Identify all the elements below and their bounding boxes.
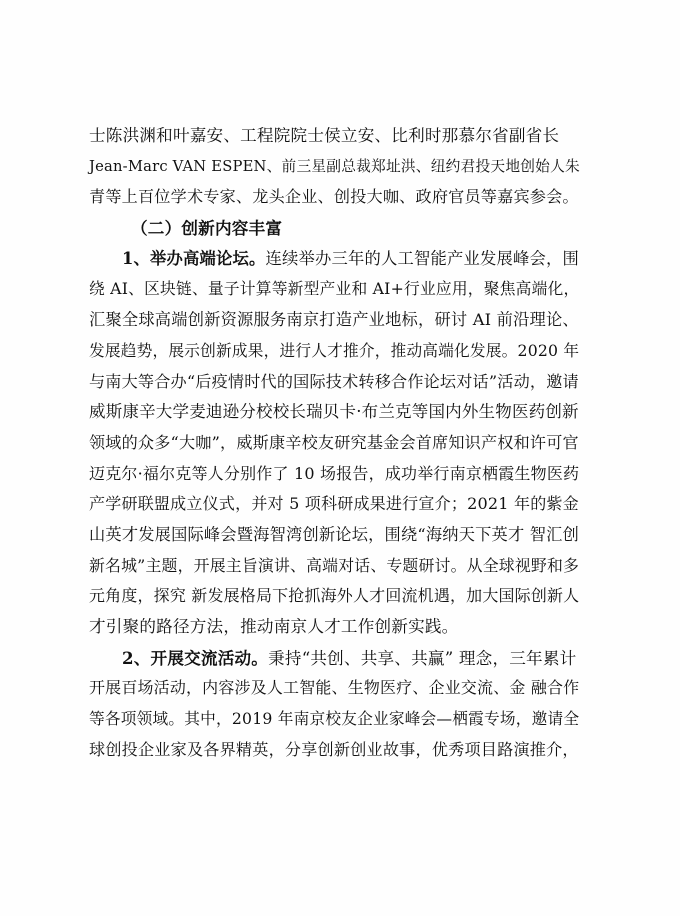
intro-line-3: 青等上百位学术专家、龙头企业、创投大咖、政府官员等嘉宾参会。 — [89, 187, 579, 207]
item1-first-line-text: 连续举办三年的人工智能产业发展峰会，围 — [265, 248, 579, 268]
item2-first-line — [89, 643, 579, 674]
item1-line: 领域的众多“大咖”，威斯康辛校友研究基金会首席知识产权和许可官 — [89, 432, 579, 452]
item1-line: 才引聚的路径方法，推动南京人才工作创新实践。 — [89, 617, 459, 636]
body-text — [89, 121, 579, 765]
item1-line: 发展趋势，展示创新成果，进行人才推介，推动高端化发展。2020 年 — [89, 340, 580, 360]
item1-line: 山英才发展国际峰会暨海智湾创新论坛，围绕“海纳天下英才 智汇创 — [89, 524, 579, 544]
item2-line: 等各项领域。其中，2019 年南京校友企业家峰会—栖霞专场，邀请全 — [89, 709, 580, 729]
section-heading: （二）创新内容丰富 — [131, 218, 283, 239]
intro-line-2: Jean-Marc VAN ESPEN、前三星副总裁郑址洪、纽约君投天地创始人朱 — [89, 157, 580, 175]
item1-line: 新名城”主题，开展主旨演讲、高端对话、专题研讨。从全球视野和多 — [89, 555, 580, 575]
item1-line: 与南大等合办“后疫情时代的国际技术转移合作论坛对话”活动，邀请 — [89, 371, 579, 391]
item1-line: 产学研联盟成立仪式，并对 5 项科研成果进行宣介；2021 年的紫金 — [89, 494, 579, 514]
item1-line: 威斯康辛大学麦迪逊分校校长瑞贝卡·布兰克等国内外生物医药创新 — [89, 402, 579, 422]
item2-first-line-text: 秉持“共创、共享、共赢” 理念，三年累计 — [268, 648, 577, 668]
item2-line: 开展百场活动，内容涉及人工智能、生物医疗、企业交流、金 融合作 — [89, 678, 580, 698]
item2-title: 2、开展交流活动。 — [122, 647, 269, 668]
item2-line: 球创投企业家及各界精英，分享创新创业故事，优秀项目路演推介， — [89, 739, 579, 759]
item1-line: 迈克尔·福尔克等人分别作了 10 场报告，成功举行南京栖霞生物医药 — [89, 463, 580, 483]
item1-line: 元角度，探究 新发展格局下抢抓海外人才回流机遇，加大国际创新人 — [89, 586, 580, 606]
item1-line: 绕 AI、区块链、量子计算等新型产业和 AI+行业应用，聚焦高端化， — [89, 279, 580, 299]
intro-line-1: 士陈洪渊和叶嘉安、工程院院士侯立安、比利时那慕尔省副省长 — [89, 126, 560, 145]
item1-line: 汇聚全球高端创新资源服务南京打造产业地标，研讨 AI 前沿理论、 — [89, 310, 579, 330]
item1-title: 1、举办高端论坛。 — [122, 248, 266, 268]
item1-first-line — [89, 244, 579, 275]
